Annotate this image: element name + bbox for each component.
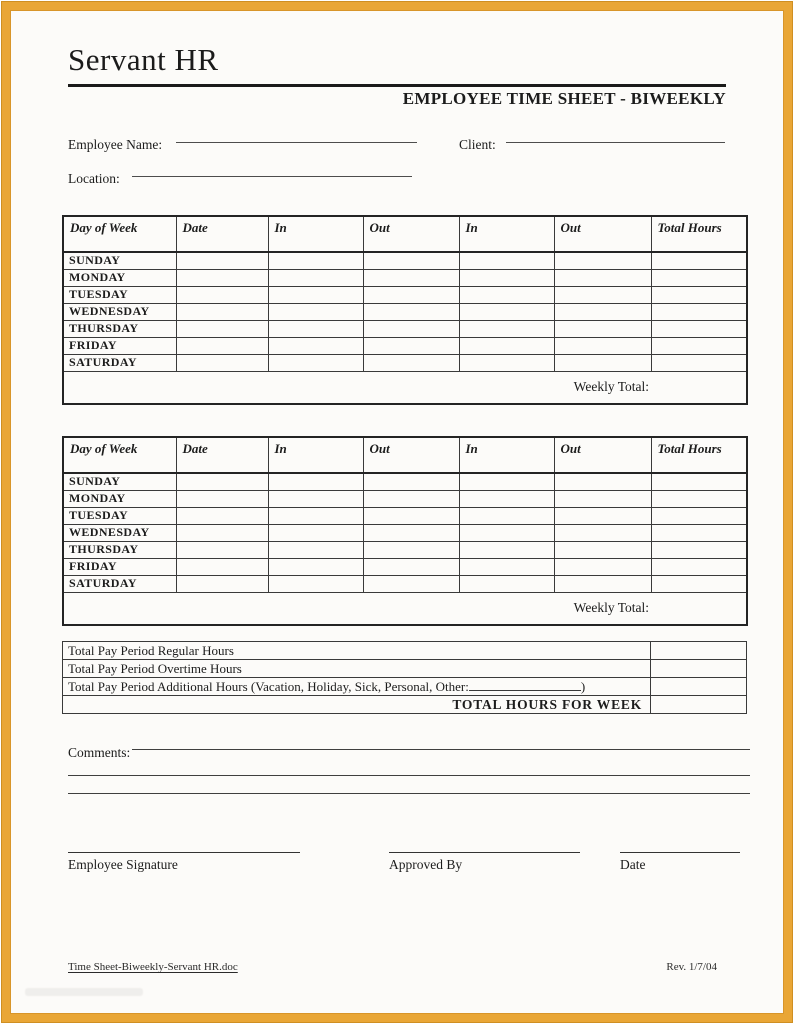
company-name: Servant HR: [68, 42, 219, 77]
week-2-table: [62, 436, 748, 626]
day-row: [63, 303, 747, 320]
week-1-table: [62, 215, 748, 405]
time-cell[interactable]: [363, 320, 459, 337]
weekly-total-row: [63, 371, 747, 404]
table-header-row: [63, 437, 747, 473]
time-cell[interactable]: [268, 507, 363, 524]
col-in-2: In: [459, 216, 554, 252]
col-out-2: Out: [554, 437, 651, 473]
time-cell[interactable]: [363, 269, 459, 286]
day-label: MONDAY: [63, 269, 176, 286]
time-cell[interactable]: [651, 354, 747, 371]
time-cell[interactable]: [651, 473, 747, 490]
time-cell[interactable]: [363, 473, 459, 490]
summary-row-total: [63, 696, 747, 714]
time-cell[interactable]: [651, 320, 747, 337]
time-cell[interactable]: [554, 575, 651, 592]
time-cell[interactable]: [554, 337, 651, 354]
time-cell[interactable]: [268, 354, 363, 371]
time-cell[interactable]: [268, 337, 363, 354]
col-in-2: In: [459, 437, 554, 473]
time-cell[interactable]: [459, 524, 554, 541]
time-cell[interactable]: [651, 252, 747, 269]
col-date: Date: [176, 216, 268, 252]
time-cell[interactable]: [459, 507, 554, 524]
comments-line-2[interactable]: [68, 761, 750, 776]
day-label: WEDNESDAY: [63, 524, 176, 541]
regular-hours-value-cell[interactable]: [651, 642, 747, 660]
time-cell[interactable]: [459, 490, 554, 507]
time-cell[interactable]: [176, 320, 268, 337]
time-cell[interactable]: [554, 286, 651, 303]
time-cell[interactable]: [363, 286, 459, 303]
time-cell[interactable]: [363, 558, 459, 575]
pay-period-summary-table: [62, 641, 747, 714]
time-cell[interactable]: [363, 541, 459, 558]
col-out-1: Out: [363, 216, 459, 252]
day-row: [63, 575, 747, 592]
time-cell[interactable]: [651, 507, 747, 524]
day-row: [63, 269, 747, 286]
time-cell[interactable]: [554, 558, 651, 575]
time-cell[interactable]: [268, 473, 363, 490]
time-cell[interactable]: [651, 303, 747, 320]
time-cell[interactable]: [268, 252, 363, 269]
total-hours-for-week-label: TOTAL HOURS FOR WEEK: [63, 696, 651, 714]
time-cell[interactable]: [363, 507, 459, 524]
day-label: SATURDAY: [63, 575, 176, 592]
time-cell[interactable]: [459, 473, 554, 490]
time-cell[interactable]: [176, 252, 268, 269]
time-cell[interactable]: [268, 269, 363, 286]
other-hours-field[interactable]: [469, 679, 581, 691]
day-label: FRIDAY: [63, 337, 176, 354]
day-label: THURSDAY: [63, 541, 176, 558]
day-row: [63, 524, 747, 541]
comments-line-1[interactable]: [132, 735, 750, 750]
time-cell[interactable]: [268, 320, 363, 337]
summary-row-additional: [63, 678, 747, 696]
client-field[interactable]: [506, 127, 725, 143]
day-label: FRIDAY: [63, 558, 176, 575]
day-row: [63, 320, 747, 337]
time-cell[interactable]: [363, 524, 459, 541]
day-row: [63, 473, 747, 490]
time-cell[interactable]: [363, 490, 459, 507]
time-cell[interactable]: [459, 337, 554, 354]
time-cell[interactable]: [176, 524, 268, 541]
time-cell[interactable]: [363, 575, 459, 592]
time-cell[interactable]: [176, 473, 268, 490]
time-cell[interactable]: [651, 337, 747, 354]
time-cell[interactable]: [176, 286, 268, 303]
time-cell[interactable]: [268, 524, 363, 541]
time-cell[interactable]: [268, 558, 363, 575]
time-cell[interactable]: [651, 269, 747, 286]
location-field[interactable]: [132, 161, 412, 177]
col-out-1: Out: [363, 437, 459, 473]
time-cell[interactable]: [651, 490, 747, 507]
employee-name-label: Employee Name:: [68, 137, 163, 152]
time-cell[interactable]: [459, 303, 554, 320]
time-cell[interactable]: [554, 269, 651, 286]
time-cell[interactable]: [651, 286, 747, 303]
time-cell[interactable]: [554, 524, 651, 541]
time-cell[interactable]: [554, 320, 651, 337]
time-cell[interactable]: [554, 354, 651, 371]
page-title: EMPLOYEE TIME SHEET - BIWEEKLY: [402, 89, 726, 108]
time-cell[interactable]: [459, 575, 554, 592]
col-total-hours: Total Hours: [651, 216, 747, 252]
time-cell[interactable]: [268, 541, 363, 558]
header-divider: [68, 84, 726, 87]
time-cell[interactable]: [363, 354, 459, 371]
col-day-of-week: Day of Week: [63, 437, 176, 473]
time-cell[interactable]: [554, 303, 651, 320]
day-row: [63, 490, 747, 507]
time-cell[interactable]: [651, 558, 747, 575]
time-cell[interactable]: [268, 490, 363, 507]
time-cell[interactable]: [651, 575, 747, 592]
weekly-total-row: [63, 592, 747, 625]
overtime-hours-label: Total Pay Period Overtime Hours: [63, 660, 651, 678]
comments-line-3[interactable]: [68, 779, 750, 794]
time-cell[interactable]: [459, 252, 554, 269]
additional-hours-value-cell[interactable]: [651, 678, 747, 696]
day-label: TUESDAY: [63, 286, 176, 303]
col-out-2: Out: [554, 216, 651, 252]
page-body: [10, 10, 784, 1014]
col-total-hours: Total Hours: [651, 437, 747, 473]
table-header-row: [63, 216, 747, 252]
time-cell[interactable]: [554, 507, 651, 524]
day-label: MONDAY: [63, 490, 176, 507]
day-label: TUESDAY: [63, 507, 176, 524]
time-cell[interactable]: [176, 303, 268, 320]
additional-hours-prefix: Total Pay Period Additional Hours (Vacation, Holiday, Sick, Personal, Other:: [68, 678, 469, 694]
time-cell[interactable]: [176, 541, 268, 558]
col-day-of-week: Day of Week: [63, 216, 176, 252]
summary-row-overtime: [63, 660, 747, 678]
additional-hours-label: [63, 678, 651, 696]
day-label: THURSDAY: [63, 320, 176, 337]
total-hours-value-cell[interactable]: [651, 696, 747, 714]
time-cell[interactable]: [459, 269, 554, 286]
time-cell[interactable]: [176, 269, 268, 286]
time-cell[interactable]: [459, 286, 554, 303]
col-in-1: In: [268, 216, 363, 252]
time-cell[interactable]: [459, 558, 554, 575]
time-cell[interactable]: [176, 507, 268, 524]
day-row: [63, 286, 747, 303]
approved-by-line[interactable]: [389, 839, 580, 853]
regular-hours-label: Total Pay Period Regular Hours: [63, 642, 651, 660]
footer-revision: Rev. 1/7/04: [666, 961, 717, 973]
day-row: [63, 507, 747, 524]
time-cell[interactable]: [176, 354, 268, 371]
day-label: WEDNESDAY: [63, 303, 176, 320]
time-cell[interactable]: [651, 524, 747, 541]
day-row: [63, 354, 747, 371]
time-cell[interactable]: [363, 303, 459, 320]
day-row: [63, 541, 747, 558]
time-cell[interactable]: [651, 541, 747, 558]
employee-signature-line[interactable]: [68, 839, 300, 853]
weekly-total-cell[interactable]: Weekly Total:: [63, 371, 747, 404]
time-cell[interactable]: [459, 354, 554, 371]
approved-by-label: Approved By: [389, 857, 463, 872]
time-cell[interactable]: [554, 252, 651, 269]
weekly-total-cell[interactable]: Weekly Total:: [63, 592, 747, 625]
day-row: [63, 337, 747, 354]
footer-filename: Time Sheet-Biweekly-Servant HR.doc: [68, 961, 238, 973]
time-cell[interactable]: [176, 575, 268, 592]
day-label: SATURDAY: [63, 354, 176, 371]
time-cell[interactable]: [176, 337, 268, 354]
time-cell[interactable]: [268, 303, 363, 320]
employee-name-field[interactable]: [176, 127, 417, 143]
date-line[interactable]: [620, 839, 740, 853]
time-cell[interactable]: [459, 541, 554, 558]
employee-signature-label: Employee Signature: [68, 857, 178, 872]
comments-label: Comments:: [68, 745, 131, 760]
summary-row-regular: [63, 642, 747, 660]
day-label: SUNDAY: [63, 473, 176, 490]
client-label: Client:: [459, 137, 496, 152]
location-label: Location:: [68, 171, 120, 186]
time-cell[interactable]: [176, 558, 268, 575]
time-cell[interactable]: [268, 575, 363, 592]
time-cell[interactable]: [459, 320, 554, 337]
time-cell[interactable]: [176, 490, 268, 507]
time-cell[interactable]: [363, 252, 459, 269]
time-cell[interactable]: [268, 286, 363, 303]
day-row: [63, 252, 747, 269]
watermark: [25, 988, 143, 996]
time-cell[interactable]: [554, 473, 651, 490]
time-cell[interactable]: [554, 490, 651, 507]
day-label: SUNDAY: [63, 252, 176, 269]
time-cell[interactable]: [363, 337, 459, 354]
col-date: Date: [176, 437, 268, 473]
day-row: [63, 558, 747, 575]
col-in-1: In: [268, 437, 363, 473]
additional-hours-suffix: ): [580, 678, 586, 694]
time-cell[interactable]: [554, 541, 651, 558]
date-label: Date: [620, 857, 646, 872]
overtime-hours-value-cell[interactable]: [651, 660, 747, 678]
